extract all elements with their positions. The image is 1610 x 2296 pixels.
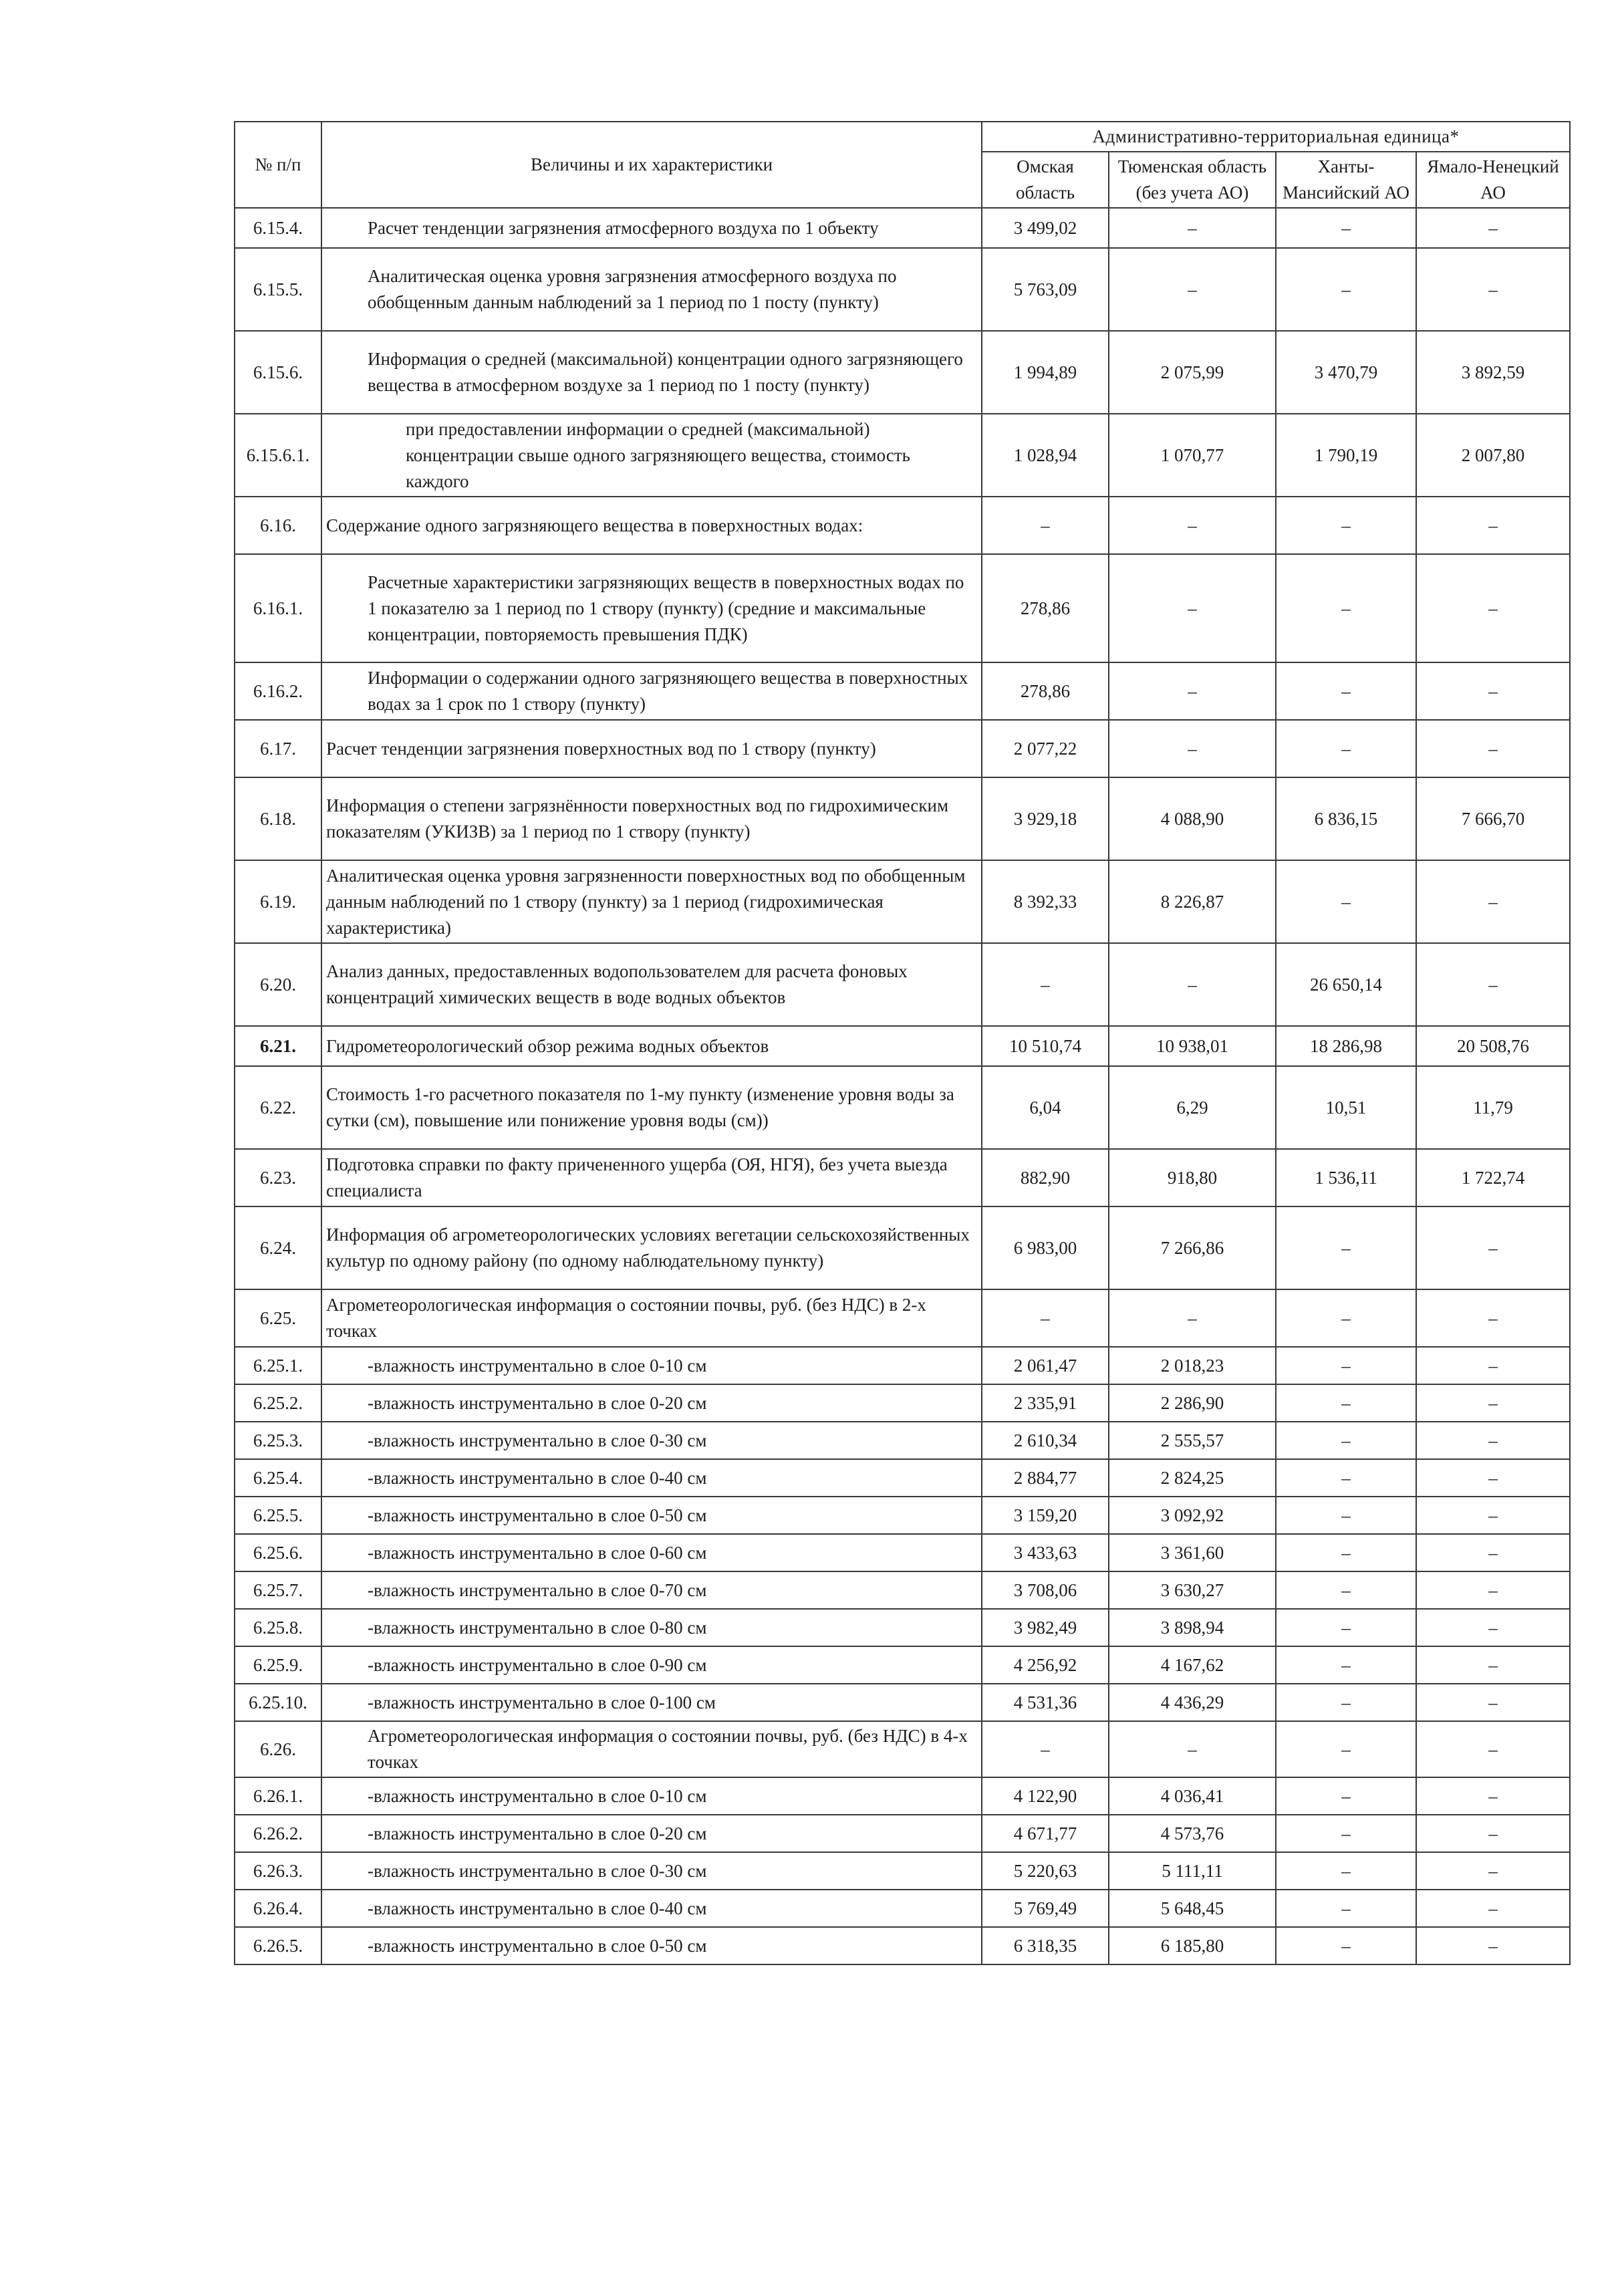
table-row — [235, 1289, 1570, 1347]
row-number: 6.25.3. — [235, 1422, 321, 1459]
value-omsk: 4 256,92 — [982, 1646, 1109, 1684]
row-description: -влажность инструментально в слое 0-70 см — [321, 1571, 982, 1609]
value-yanao: 3 892,59 — [1416, 331, 1570, 414]
row-description: -влажность инструментально в слое 0-90 см — [321, 1646, 982, 1684]
document-page — [234, 121, 1569, 1965]
row-number: 6.20. — [235, 943, 321, 1026]
row-description: Расчетные характеристики загрязняющих веществ в поверхностных водах по 1 показателю за 1 период по 1 створу (пункту) (средние и максимальные концентрации, повторяемость превышения ПДК) — [321, 554, 982, 662]
value-khmao: – — [1276, 1721, 1416, 1777]
value-yanao: 7 666,70 — [1416, 777, 1570, 860]
value-tyumen: – — [1109, 662, 1276, 720]
table-row — [235, 1646, 1570, 1684]
table-row — [235, 497, 1570, 554]
value-yanao: – — [1416, 1684, 1570, 1721]
row-number: 6.22. — [235, 1066, 321, 1149]
value-omsk: 4 531,36 — [982, 1684, 1109, 1721]
table-row — [235, 1721, 1570, 1777]
value-khmao: – — [1276, 1384, 1416, 1422]
row-number: 6.15.6. — [235, 331, 321, 414]
value-tyumen: – — [1109, 497, 1276, 554]
value-omsk: 2 335,91 — [982, 1384, 1109, 1422]
value-tyumen: 5 648,45 — [1109, 1890, 1276, 1927]
value-tyumen: 5 111,11 — [1109, 1852, 1276, 1890]
value-tyumen: – — [1109, 208, 1276, 248]
value-yanao: – — [1416, 1646, 1570, 1684]
row-description: -влажность инструментально в слое 0-10 см — [321, 1347, 982, 1384]
row-description: при предоставлении информации о средней (максимальной) концентрации свыше одного загрязняющего вещества, стоимость каждого — [321, 414, 982, 497]
row-description: Расчет тенденции загрязнения атмосферного воздуха по 1 объекту — [321, 208, 982, 248]
value-omsk: 3 929,18 — [982, 777, 1109, 860]
row-description: Подготовка справки по факту причененного ущерба (ОЯ, НГЯ), без учета выезда специалиста — [321, 1149, 982, 1206]
value-yanao: – — [1416, 720, 1570, 777]
value-khmao: – — [1276, 1890, 1416, 1927]
value-yanao: – — [1416, 208, 1570, 248]
value-omsk: 3 982,49 — [982, 1609, 1109, 1646]
row-description: Содержание одного загрязняющего вещества в поверхностных водах: — [321, 497, 982, 554]
value-yanao: – — [1416, 1571, 1570, 1609]
value-khmao: – — [1276, 1571, 1416, 1609]
value-tyumen: 1 070,77 — [1109, 414, 1276, 497]
value-khmao: – — [1276, 1497, 1416, 1534]
row-number: 6.17. — [235, 720, 321, 777]
value-omsk: 2 610,34 — [982, 1422, 1109, 1459]
header-number: № п/п — [235, 122, 321, 208]
value-omsk: 278,86 — [982, 554, 1109, 662]
value-khmao: – — [1276, 497, 1416, 554]
table-row — [235, 777, 1570, 860]
row-number: 6.21. — [235, 1026, 321, 1066]
value-omsk: 2 884,77 — [982, 1459, 1109, 1497]
row-description: Информация о средней (максимальной) концентрации одного загрязняющего вещества в атмосферном воздухе за 1 период по 1 посту (пункту) — [321, 331, 982, 414]
table-row — [235, 1890, 1570, 1927]
table-row — [235, 1852, 1570, 1890]
table-row — [235, 248, 1570, 331]
row-number: 6.25.8. — [235, 1609, 321, 1646]
value-tyumen: 4 167,62 — [1109, 1646, 1276, 1684]
value-omsk: 1 028,94 — [982, 414, 1109, 497]
row-description: Стоимость 1-го расчетного показателя по 1-му пункту (изменение уровня воды за сутки (см), повышение или понижение уровня воды (см)) — [321, 1066, 982, 1149]
value-khmao: – — [1276, 860, 1416, 943]
value-tyumen: 3 092,92 — [1109, 1497, 1276, 1534]
row-number: 6.25.7. — [235, 1571, 321, 1609]
row-description: -влажность инструментально в слое 0-50 см — [321, 1497, 982, 1534]
value-tyumen: 2 824,25 — [1109, 1459, 1276, 1497]
row-description: Агрометеорологическая информация о состоянии почвы, руб. (без НДС) в 4-х точках — [321, 1721, 982, 1777]
value-yanao: – — [1416, 1534, 1570, 1571]
value-omsk: 6,04 — [982, 1066, 1109, 1149]
value-tyumen: 10 938,01 — [1109, 1026, 1276, 1066]
row-description: -влажность инструментально в слое 0-50 см — [321, 1927, 982, 1964]
row-description: Информации о содержании одного загрязняющего вещества в поверхностных водах за 1 срок по 1 створу (пункту) — [321, 662, 982, 720]
value-tyumen: 2 018,23 — [1109, 1347, 1276, 1384]
header-region-omsk: Омская область — [982, 152, 1109, 208]
row-number: 6.25. — [235, 1289, 321, 1347]
value-tyumen: 4 088,90 — [1109, 777, 1276, 860]
value-yanao: – — [1416, 1497, 1570, 1534]
value-omsk: 6 318,35 — [982, 1927, 1109, 1964]
value-yanao: – — [1416, 943, 1570, 1026]
value-tyumen: – — [1109, 720, 1276, 777]
value-yanao: 20 508,76 — [1416, 1026, 1570, 1066]
value-yanao: – — [1416, 1721, 1570, 1777]
header-region-tyumen: Тюменская область (без учета АО) — [1109, 152, 1276, 208]
value-khmao: 18 286,98 — [1276, 1026, 1416, 1066]
value-khmao: – — [1276, 554, 1416, 662]
value-omsk: 4 122,90 — [982, 1777, 1109, 1815]
table-row — [235, 860, 1570, 943]
value-omsk: 2 061,47 — [982, 1347, 1109, 1384]
value-omsk: 5 769,49 — [982, 1890, 1109, 1927]
table-row — [235, 1149, 1570, 1206]
value-khmao: – — [1276, 1815, 1416, 1852]
table-row — [235, 662, 1570, 720]
value-omsk: – — [982, 497, 1109, 554]
row-description: Информация об агрометеорологических условиях вегетации сельскохозяйственных культур по одному району (по одному наблюдательному пункту) — [321, 1206, 982, 1289]
header-region-khmao: Ханты-Мансийский АО — [1276, 152, 1416, 208]
row-description: -влажность инструментально в слое 0-30 см — [321, 1422, 982, 1459]
value-omsk: – — [982, 1721, 1109, 1777]
row-number: 6.26.2. — [235, 1815, 321, 1852]
value-omsk: 8 392,33 — [982, 860, 1109, 943]
tariff-table — [234, 121, 1571, 1965]
value-khmao: – — [1276, 1852, 1416, 1890]
table-row — [235, 1777, 1570, 1815]
value-yanao: – — [1416, 1852, 1570, 1890]
row-description: -влажность инструментально в слое 0-80 см — [321, 1609, 982, 1646]
value-omsk: 1 994,89 — [982, 331, 1109, 414]
value-yanao: – — [1416, 860, 1570, 943]
value-khmao: – — [1276, 1684, 1416, 1721]
row-description: -влажность инструментально в слое 0-30 см — [321, 1852, 982, 1890]
value-yanao: – — [1416, 662, 1570, 720]
value-omsk: – — [982, 1289, 1109, 1347]
value-yanao: 1 722,74 — [1416, 1149, 1570, 1206]
value-omsk: 6 983,00 — [982, 1206, 1109, 1289]
value-tyumen: – — [1109, 1289, 1276, 1347]
value-yanao: – — [1416, 1815, 1570, 1852]
row-description: -влажность инструментально в слое 0-20 см — [321, 1815, 982, 1852]
value-khmao: 1 790,19 — [1276, 414, 1416, 497]
row-description: -влажность инструментально в слое 0-40 см — [321, 1459, 982, 1497]
row-number: 6.25.2. — [235, 1384, 321, 1422]
value-tyumen: 2 286,90 — [1109, 1384, 1276, 1422]
table-body — [235, 208, 1570, 1964]
table-row — [235, 1459, 1570, 1497]
value-khmao: 1 536,11 — [1276, 1149, 1416, 1206]
row-description: -влажность инструментально в слое 0-40 см — [321, 1890, 982, 1927]
table-row — [235, 1927, 1570, 1964]
value-omsk: 4 671,77 — [982, 1815, 1109, 1852]
value-khmao: – — [1276, 1206, 1416, 1289]
value-tyumen: – — [1109, 943, 1276, 1026]
value-khmao: – — [1276, 1609, 1416, 1646]
value-omsk: 3 499,02 — [982, 208, 1109, 248]
table-row — [235, 554, 1570, 662]
row-description: Агрометеорологическая информация о состоянии почвы, руб. (без НДС) в 2-х точках — [321, 1289, 982, 1347]
table-row — [235, 943, 1570, 1026]
row-description: Расчет тенденции загрязнения поверхностных вод по 1 створу (пункту) — [321, 720, 982, 777]
value-khmao: – — [1276, 720, 1416, 777]
row-number: 6.15.6.1. — [235, 414, 321, 497]
row-number: 6.16.1. — [235, 554, 321, 662]
value-omsk: 3 159,20 — [982, 1497, 1109, 1534]
value-yanao: – — [1416, 1384, 1570, 1422]
value-tyumen: 918,80 — [1109, 1149, 1276, 1206]
value-omsk: 882,90 — [982, 1149, 1109, 1206]
table-row — [235, 1609, 1570, 1646]
row-number: 6.15.5. — [235, 248, 321, 331]
value-khmao: 3 470,79 — [1276, 331, 1416, 414]
row-description: Гидрометеорологический обзор режима водных объектов — [321, 1026, 982, 1066]
value-tyumen: 3 630,27 — [1109, 1571, 1276, 1609]
row-number: 6.26.4. — [235, 1890, 321, 1927]
value-khmao: 26 650,14 — [1276, 943, 1416, 1026]
value-khmao: – — [1276, 1534, 1416, 1571]
value-omsk: 3 708,06 — [982, 1571, 1109, 1609]
value-tyumen: 8 226,87 — [1109, 860, 1276, 943]
table-row — [235, 720, 1570, 777]
value-khmao: – — [1276, 662, 1416, 720]
table-row — [235, 331, 1570, 414]
table-row — [235, 1684, 1570, 1721]
value-tyumen: 3 361,60 — [1109, 1534, 1276, 1571]
value-yanao: – — [1416, 1890, 1570, 1927]
row-description: -влажность инструментально в слое 0-100 см — [321, 1684, 982, 1721]
value-yanao: – — [1416, 1206, 1570, 1289]
row-description: Информация о степени загрязнённости поверхностных вод по гидрохимическим показателям (УКИЗВ) за 1 период по 1 створу (пункту) — [321, 777, 982, 860]
value-yanao: – — [1416, 1609, 1570, 1646]
value-omsk: – — [982, 943, 1109, 1026]
value-tyumen: 7 266,86 — [1109, 1206, 1276, 1289]
table-row — [235, 1066, 1570, 1149]
header-region-group: Административно-территориальная единица* — [982, 122, 1570, 152]
value-yanao: – — [1416, 248, 1570, 331]
row-description: Аналитическая оценка уровня загрязнения атмосферного воздуха по обобщенным данным наблюдений за 1 период по 1 посту (пункту) — [321, 248, 982, 331]
value-tyumen: 6,29 — [1109, 1066, 1276, 1149]
value-khmao: – — [1276, 208, 1416, 248]
value-tyumen: – — [1109, 248, 1276, 331]
value-yanao: – — [1416, 1777, 1570, 1815]
row-description: Аналитическая оценка уровня загрязненности поверхностных вод по обобщенным данным наблюдений по 1 створу (пункту) за 1 период (гидрохимическая характеристика) — [321, 860, 982, 943]
value-yanao: 2 007,80 — [1416, 414, 1570, 497]
value-tyumen: 4 573,76 — [1109, 1815, 1276, 1852]
value-khmao: – — [1276, 1777, 1416, 1815]
row-number: 6.26.1. — [235, 1777, 321, 1815]
table-row — [235, 1422, 1570, 1459]
row-number: 6.24. — [235, 1206, 321, 1289]
table-row — [235, 1571, 1570, 1609]
value-khmao: – — [1276, 1927, 1416, 1964]
value-khmao: – — [1276, 1347, 1416, 1384]
table-row — [235, 1534, 1570, 1571]
row-number: 6.26. — [235, 1721, 321, 1777]
table-row — [235, 1497, 1570, 1534]
row-description: -влажность инструментально в слое 0-10 см — [321, 1777, 982, 1815]
value-yanao: – — [1416, 554, 1570, 662]
value-omsk: 5 220,63 — [982, 1852, 1109, 1890]
row-number: 6.18. — [235, 777, 321, 860]
row-number: 6.25.10. — [235, 1684, 321, 1721]
row-number: 6.25.5. — [235, 1497, 321, 1534]
value-tyumen: – — [1109, 554, 1276, 662]
header-region-yanao: Ямало-Ненецкий АО — [1416, 152, 1570, 208]
value-tyumen: 4 036,41 — [1109, 1777, 1276, 1815]
value-tyumen: 2 555,57 — [1109, 1422, 1276, 1459]
row-number: 6.16. — [235, 497, 321, 554]
value-yanao: – — [1416, 1347, 1570, 1384]
table-row — [235, 208, 1570, 248]
value-omsk: 3 433,63 — [982, 1534, 1109, 1571]
value-khmao: – — [1276, 1459, 1416, 1497]
row-number: 6.25.6. — [235, 1534, 321, 1571]
row-description: -влажность инструментально в слое 0-60 см — [321, 1534, 982, 1571]
value-yanao: – — [1416, 1459, 1570, 1497]
value-yanao: – — [1416, 1289, 1570, 1347]
value-yanao: – — [1416, 497, 1570, 554]
row-number: 6.25.9. — [235, 1646, 321, 1684]
table-row — [235, 414, 1570, 497]
value-omsk: 10 510,74 — [982, 1026, 1109, 1066]
value-tyumen: – — [1109, 1721, 1276, 1777]
table-row — [235, 1206, 1570, 1289]
row-number: 6.26.5. — [235, 1927, 321, 1964]
row-number: 6.25.4. — [235, 1459, 321, 1497]
row-number: 6.16.2. — [235, 662, 321, 720]
row-description: -влажность инструментально в слое 0-20 см — [321, 1384, 982, 1422]
value-tyumen: 2 075,99 — [1109, 331, 1276, 414]
table-row — [235, 1026, 1570, 1066]
value-yanao: – — [1416, 1927, 1570, 1964]
table-row — [235, 1384, 1570, 1422]
row-number: 6.26.3. — [235, 1852, 321, 1890]
value-tyumen: 4 436,29 — [1109, 1684, 1276, 1721]
row-number: 6.15.4. — [235, 208, 321, 248]
value-omsk: 278,86 — [982, 662, 1109, 720]
value-khmao: – — [1276, 1422, 1416, 1459]
row-number: 6.23. — [235, 1149, 321, 1206]
value-khmao: – — [1276, 1289, 1416, 1347]
row-number: 6.19. — [235, 860, 321, 943]
value-khmao: – — [1276, 248, 1416, 331]
table-row — [235, 1347, 1570, 1384]
value-tyumen: 6 185,80 — [1109, 1927, 1276, 1964]
row-description: Анализ данных, предоставленных водопользователем для расчета фоновых концентраций химических веществ в воде водных объектов — [321, 943, 982, 1026]
value-omsk: 5 763,09 — [982, 248, 1109, 331]
value-yanao: 11,79 — [1416, 1066, 1570, 1149]
value-omsk: 2 077,22 — [982, 720, 1109, 777]
value-khmao: – — [1276, 1646, 1416, 1684]
header-description: Величины и их характеристики — [321, 122, 982, 208]
value-khmao: 6 836,15 — [1276, 777, 1416, 860]
value-khmao: 10,51 — [1276, 1066, 1416, 1149]
row-number: 6.25.1. — [235, 1347, 321, 1384]
table-row — [235, 1815, 1570, 1852]
value-tyumen: 3 898,94 — [1109, 1609, 1276, 1646]
value-yanao: – — [1416, 1422, 1570, 1459]
